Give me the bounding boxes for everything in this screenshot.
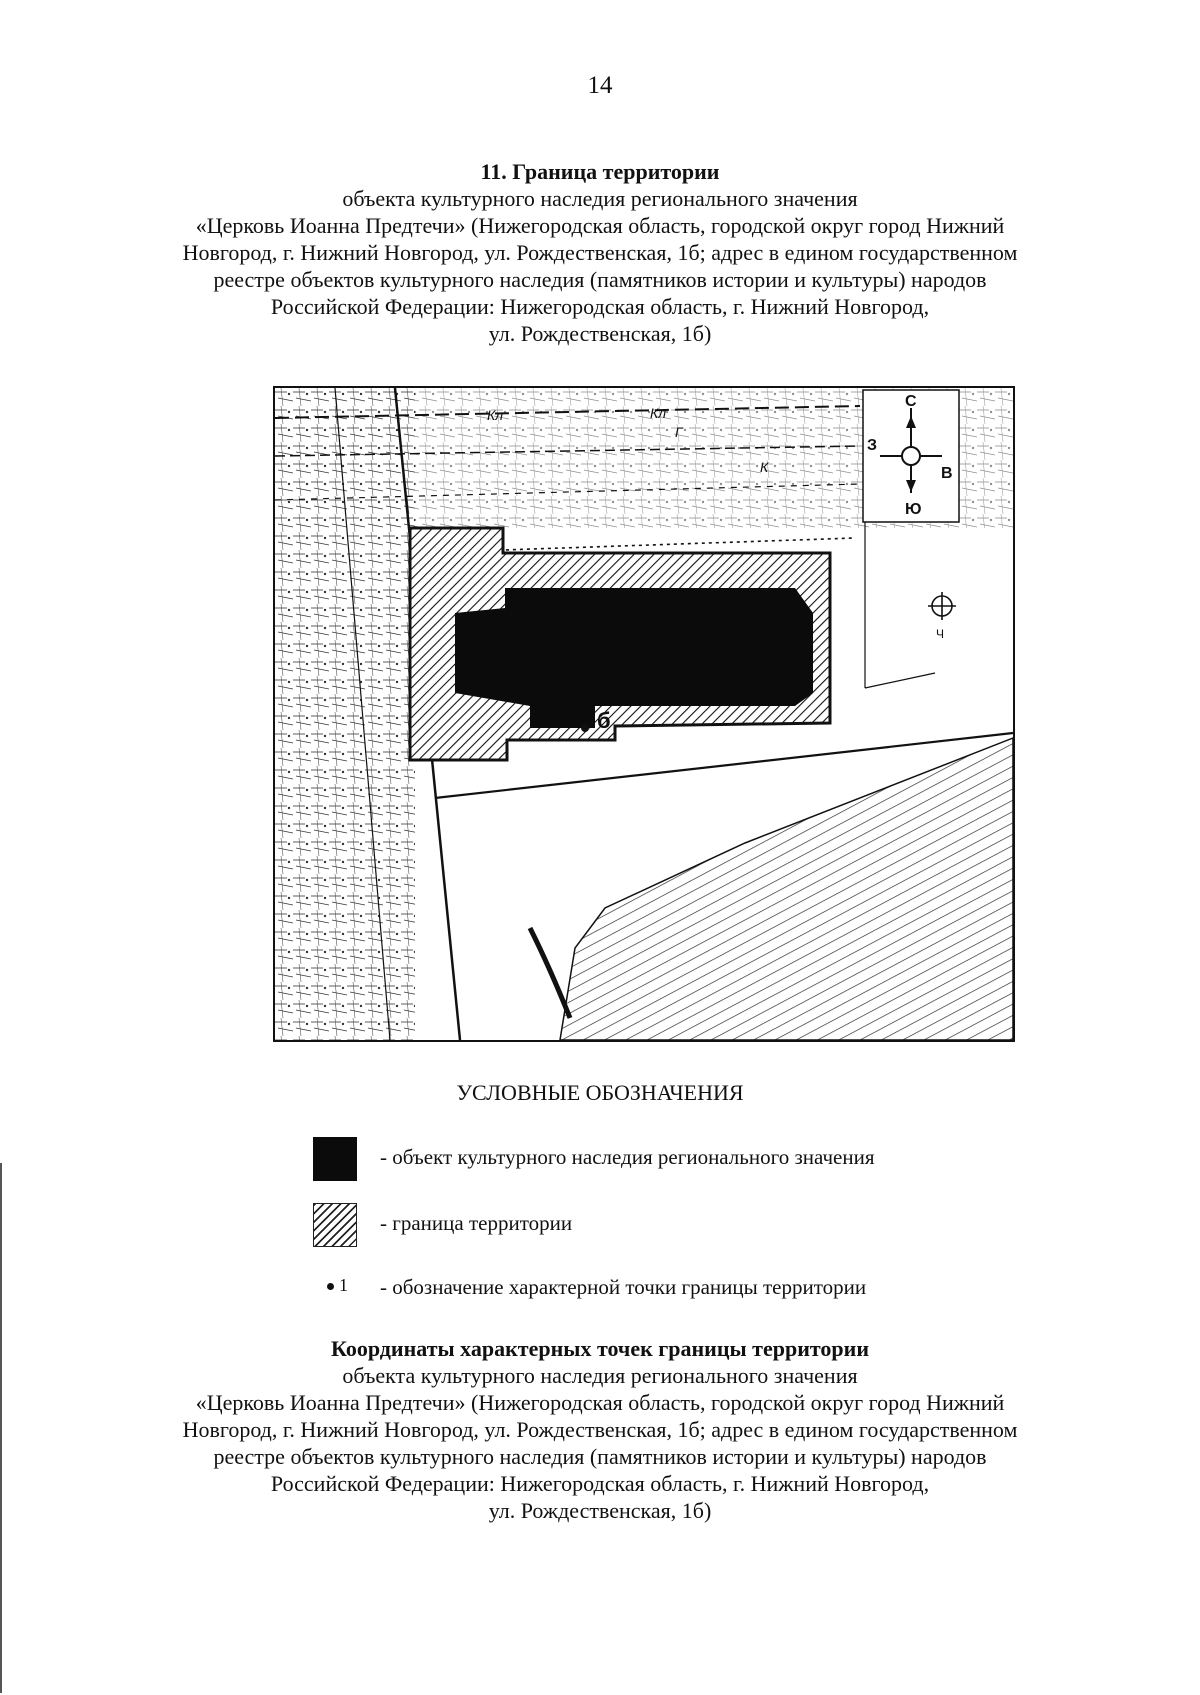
- coordinates-heading-line: Новгород, г. Нижний Новгород, ул. Рождественская, 1б; адрес в едином государственном: [182, 1417, 1018, 1442]
- boundary-point: [581, 724, 589, 732]
- map-label: Ч: [936, 627, 944, 641]
- coordinates-heading-title: Координаты характерных точек границы территории: [330, 1336, 870, 1361]
- point-dot-icon: [327, 1283, 334, 1290]
- legend-text: - обозначение характерной точки границы территории: [380, 1275, 867, 1299]
- legend-text: - граница территории: [380, 1211, 573, 1235]
- legend-swatch-solid: [313, 1137, 357, 1181]
- compass-west: З: [867, 437, 878, 454]
- compass-south: Ю: [905, 501, 922, 518]
- coordinates-heading-line: ул. Рождественская, 1б): [488, 1498, 712, 1523]
- map-heading-line: реестре объектов культурного наследия (памятников истории и культуры) народов: [213, 267, 987, 292]
- scan-margin-line: [0, 1163, 2, 1693]
- coordinates-heading-line: реестре объектов культурного наследия (памятников истории и культуры) народов: [213, 1444, 987, 1469]
- coordinates-heading-line: Российской Федерации: Нижегородская область, г. Нижний Новгород,: [270, 1471, 930, 1496]
- site-plan-map: [273, 386, 1015, 1042]
- legend-point-label: 1: [339, 1275, 348, 1295]
- page-number: 14: [587, 72, 613, 99]
- map-heading-line: Новгород, г. Нижний Новгород, ул. Рождественская, 1б; адрес в едином государственном: [182, 240, 1018, 265]
- map-heading: [100, 158, 1100, 347]
- map-label: Кл: [650, 405, 667, 421]
- boundary-point-label: б: [597, 708, 611, 733]
- compass-north: С: [905, 393, 917, 410]
- map-heading-line: ул. Рождественская, 1б): [488, 321, 712, 346]
- legend-swatch-hatched: [313, 1203, 357, 1247]
- map-label: К: [760, 459, 769, 475]
- compass-rose: [863, 390, 959, 522]
- site-plan-drawing: [275, 388, 1013, 1040]
- map-heading-title: 11. Граница территории: [480, 159, 720, 184]
- legend-point-symbol: [327, 1275, 348, 1296]
- map-heading-line: Российской Федерации: Нижегородская область, г. Нижний Новгород,: [270, 294, 930, 319]
- coordinates-heading: [100, 1335, 1100, 1524]
- compass-east: В: [941, 465, 953, 482]
- coordinates-heading-line: «Церковь Иоанна Предтечи» (Нижегородская область, городской округ город Нижний: [195, 1390, 1005, 1415]
- map-right-panel: [865, 513, 956, 688]
- map-label: Г: [675, 424, 683, 440]
- map-heading-line: объекта культурного наследия регионального значения: [342, 186, 858, 211]
- coordinates-heading-line: объекта культурного наследия регионального значения: [342, 1363, 858, 1388]
- map-label: Кл: [487, 407, 504, 423]
- map-heading-line: «Церковь Иоанна Предтечи» (Нижегородская область, городской округ город Нижний: [195, 213, 1005, 238]
- slope-contours: [560, 738, 1013, 1040]
- legend-title: УСЛОВНЫЕ ОБОЗНАЧЕНИЯ: [456, 1080, 744, 1105]
- legend-text: - объект культурного наследия регионального значения: [380, 1145, 875, 1169]
